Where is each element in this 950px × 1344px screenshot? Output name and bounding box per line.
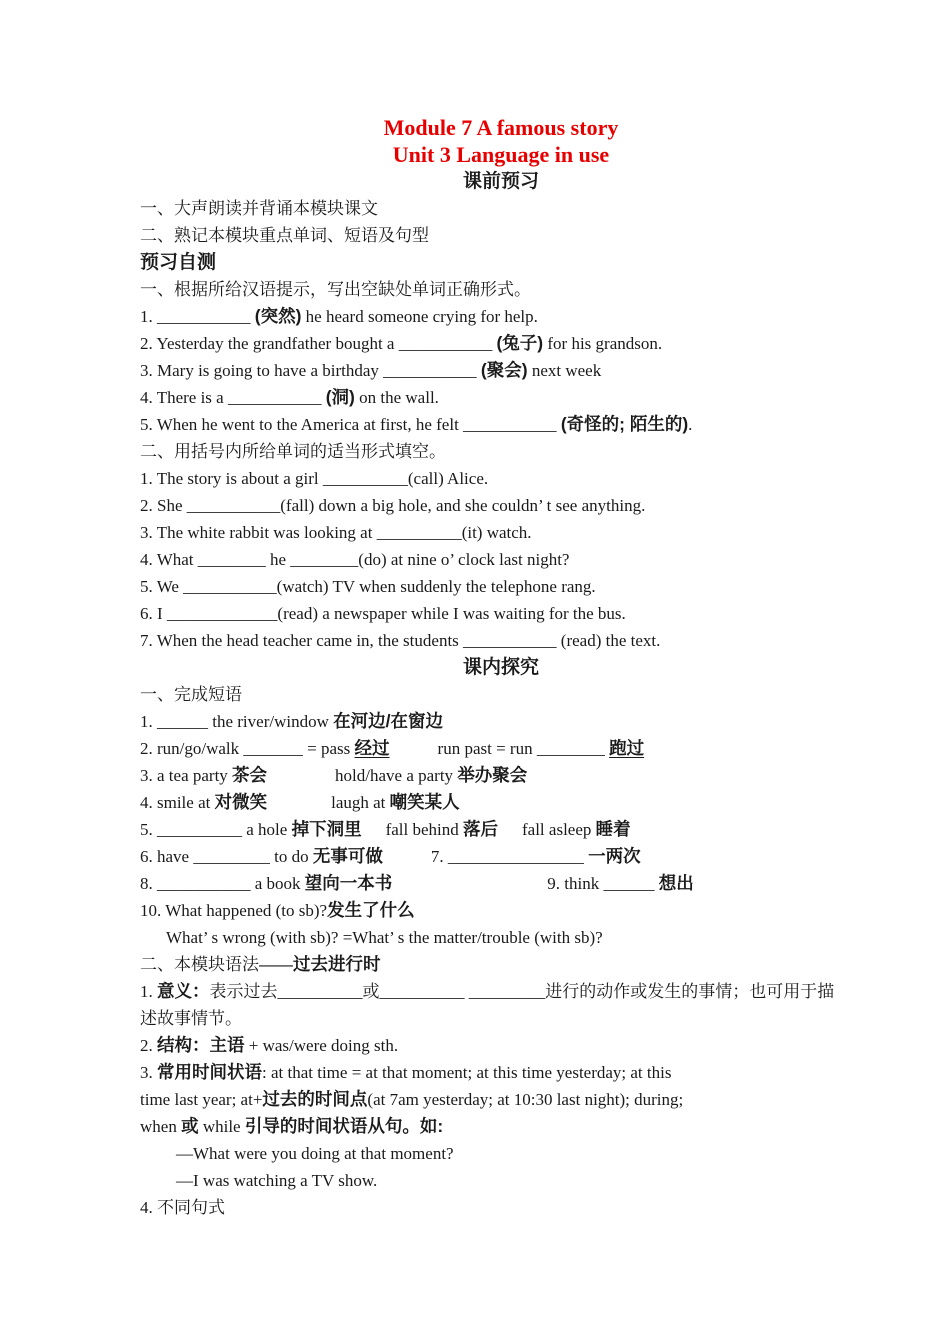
text-line xyxy=(140,870,862,897)
text-line xyxy=(140,789,862,816)
text-line xyxy=(140,1059,862,1086)
column-gap xyxy=(362,834,386,835)
text-segment: 望向一本书 xyxy=(304,873,393,893)
text-segment: for his grandson. xyxy=(543,334,663,353)
text-segment: (聚会) xyxy=(480,360,528,380)
section-phrases xyxy=(140,708,862,951)
text-line xyxy=(140,735,862,762)
heading-in-class: 课内探究 xyxy=(462,657,539,678)
phrases-title: 一、完成短语 xyxy=(140,685,242,704)
text-segment: 4. smile at xyxy=(140,793,215,812)
text-segment: (at 7am yesterday; at 10:30 last night); during; xyxy=(367,1090,684,1109)
text-segment: 2. xyxy=(140,1036,157,1055)
column-gap xyxy=(392,888,547,889)
text-line xyxy=(140,1113,862,1140)
text-line xyxy=(140,1032,862,1059)
text-segment: 4. What ________ he ________(do) at nine o’ clock last night? xyxy=(140,550,570,569)
section-self-test-task2 xyxy=(140,465,862,654)
text-line xyxy=(140,330,862,357)
text-line xyxy=(140,222,862,249)
text-segment: : at that time = at that moment; at this time yesterday; at this xyxy=(262,1063,672,1082)
text-segment: 举办聚会 xyxy=(457,765,528,785)
text-line xyxy=(140,1140,862,1167)
text-line xyxy=(140,492,862,519)
text-segment: fall asleep xyxy=(522,820,596,839)
section-grammar xyxy=(140,951,862,1221)
text-line xyxy=(140,843,862,870)
text-line xyxy=(140,762,862,789)
text-segment: 7. ________________ xyxy=(430,847,589,866)
text-line xyxy=(140,519,862,546)
text-segment: 1. The story is about a girl __________(call) Alice. xyxy=(140,469,489,488)
text-line xyxy=(140,897,862,924)
text-line xyxy=(140,357,862,384)
text-segment: 发生了什么 xyxy=(327,900,415,920)
text-segment: time last year; at+ xyxy=(140,1090,263,1109)
text-segment: (洞) xyxy=(325,387,355,407)
text-segment: 落后 xyxy=(463,819,498,839)
text-segment: 无事可做 xyxy=(312,846,383,866)
text-segment: 或 xyxy=(181,1116,199,1136)
text-segment: 在河边/在窗边 xyxy=(333,711,443,731)
text-segment: —What were you doing at that moment? xyxy=(176,1144,454,1163)
text-line xyxy=(140,924,862,951)
text-segment: 跑过 xyxy=(609,738,645,758)
text-segment: laugh at xyxy=(331,793,390,812)
text-segment: 10. What happened (to sb)? xyxy=(140,901,328,920)
column-gap xyxy=(498,834,522,835)
column-gap xyxy=(267,807,331,808)
self-test-task1-title: 一、根据所给汉语提示，写出空缺处单词正确形式。 xyxy=(140,280,531,299)
text-segment: next week xyxy=(527,361,602,380)
text-line xyxy=(140,411,862,438)
text-segment: —I was watching a TV show. xyxy=(176,1171,378,1190)
text-line xyxy=(140,708,862,735)
text-segment: when xyxy=(140,1117,182,1136)
text-segment: 不同句式 xyxy=(157,1198,225,1217)
text-line xyxy=(140,816,862,843)
text-segment: 3. a tea party xyxy=(140,766,233,785)
text-segment: on the wall. xyxy=(354,388,439,407)
text-segment: 2. run/go/walk _______ = pass xyxy=(140,739,355,758)
text-line xyxy=(140,951,862,978)
text-segment: 4. There is a ___________ xyxy=(140,388,326,407)
text-segment: 茶会 xyxy=(232,765,268,785)
text-segment: 引导的时间状语从句。如: xyxy=(244,1116,444,1136)
text-segment: 二、本模块语法—— xyxy=(140,955,293,974)
doc-title-line-1: Module 7 A famous story xyxy=(383,115,619,140)
text-segment: 常用时间状语 xyxy=(157,1062,262,1082)
text-line xyxy=(140,1194,862,1221)
text-line xyxy=(140,1167,862,1194)
text-segment: 经过 xyxy=(354,738,390,758)
text-segment: 1. ___________ xyxy=(140,307,255,326)
text-segment: while xyxy=(198,1117,245,1136)
text-line xyxy=(140,600,862,627)
text-segment: 6. have _________ to do xyxy=(140,847,313,866)
text-line xyxy=(140,303,862,330)
text-segment: 述故事情节。 xyxy=(140,1009,242,1028)
text-segment: 对微笑 xyxy=(214,792,268,812)
text-segment: he heard someone crying for help. xyxy=(301,307,538,326)
text-segment: 结构：主语 xyxy=(157,1035,245,1055)
heading-pre-class: 课前预习 xyxy=(462,171,539,192)
text-line xyxy=(140,384,862,411)
text-line xyxy=(140,465,862,492)
text-line xyxy=(140,546,862,573)
text-segment: 掉下洞里 xyxy=(291,819,362,839)
text-segment: __________ xyxy=(277,982,363,1001)
text-segment: 5. We ___________(watch) TV when suddenly the telephone rang. xyxy=(140,577,596,596)
text-line xyxy=(140,978,862,1005)
text-segment: (兔子) xyxy=(496,333,544,353)
text-segment: 8. ___________ a book xyxy=(140,874,305,893)
text-line xyxy=(140,627,862,654)
text-segment: 5. __________ a hole xyxy=(140,820,292,839)
text-segment: 3. Mary is going to have a birthday ___________ xyxy=(140,361,481,380)
text-segment: 3. The white rabbit was looking at __________(it) watch. xyxy=(140,523,532,542)
text-segment: run past = run ________ xyxy=(437,739,610,758)
text-segment: 1. ______ the river/window xyxy=(140,712,334,731)
doc-title-line-2: Unit 3 Language in use xyxy=(392,142,610,167)
text-line xyxy=(140,195,862,222)
text-segment: 1. xyxy=(140,982,157,1001)
text-segment: What’ s wrong (with sb)? =What’ s the matter/trouble (with sb)? xyxy=(166,928,603,947)
section-self-test-task1 xyxy=(140,303,862,438)
text-segment: 表示过去 xyxy=(209,982,278,1001)
heading-self-test: 预习自测 xyxy=(140,252,217,273)
text-segment: 3. xyxy=(140,1063,157,1082)
column-gap xyxy=(267,780,335,781)
text-segment: 9. think ______ xyxy=(547,874,659,893)
text-segment: 5. When he went to the America at first, he felt ___________ xyxy=(140,415,561,434)
text-segment: __________ _________ xyxy=(379,982,546,1001)
text-segment: + was/were doing sth. xyxy=(244,1036,399,1055)
section-pre-class xyxy=(140,195,862,249)
text-segment: 2. Yesterday the grandfather bought a ___________ xyxy=(140,334,497,353)
text-segment: 过去的时间点 xyxy=(262,1089,368,1109)
text-segment: 2. She ___________(fall) down a big hole, and she couldn’ t see anything. xyxy=(140,496,646,515)
column-gap xyxy=(390,753,438,754)
column-gap xyxy=(383,861,431,862)
self-test-task2-title: 二、用括号内所给单词的适当形式填空。 xyxy=(140,442,446,461)
text-line xyxy=(140,1005,862,1032)
text-segment: 意义： xyxy=(157,981,210,1001)
text-segment: fall behind xyxy=(385,820,463,839)
text-segment: 一两次 xyxy=(588,846,641,866)
text-segment: . xyxy=(688,415,693,434)
text-segment: 7. When the head teacher came in, the students ___________ (read) the text. xyxy=(140,631,661,650)
text-segment: 睡着 xyxy=(595,819,631,839)
text-segment: (突然) xyxy=(254,306,302,326)
text-segment: 二、熟记本模块重点单词、短语及句型 xyxy=(140,226,429,245)
text-segment: 或 xyxy=(362,982,380,1001)
text-segment: 进行的动作或发生的事情；也可用于描 xyxy=(545,982,835,1001)
text-segment: 6. I _____________(read) a newspaper while I was waiting for the bus. xyxy=(140,604,626,623)
text-line xyxy=(140,573,862,600)
text-segment: hold/have a party xyxy=(335,766,458,785)
text-segment: 一、大声朗读并背诵本模块课文 xyxy=(140,199,378,218)
text-line xyxy=(140,1086,862,1113)
text-segment: 过去进行时 xyxy=(293,954,381,974)
text-segment: 嘲笑某人 xyxy=(389,792,460,812)
text-segment: 想出 xyxy=(658,873,694,893)
text-segment: (奇怪的; 陌生的) xyxy=(560,414,689,434)
text-segment: 4. xyxy=(140,1198,157,1217)
